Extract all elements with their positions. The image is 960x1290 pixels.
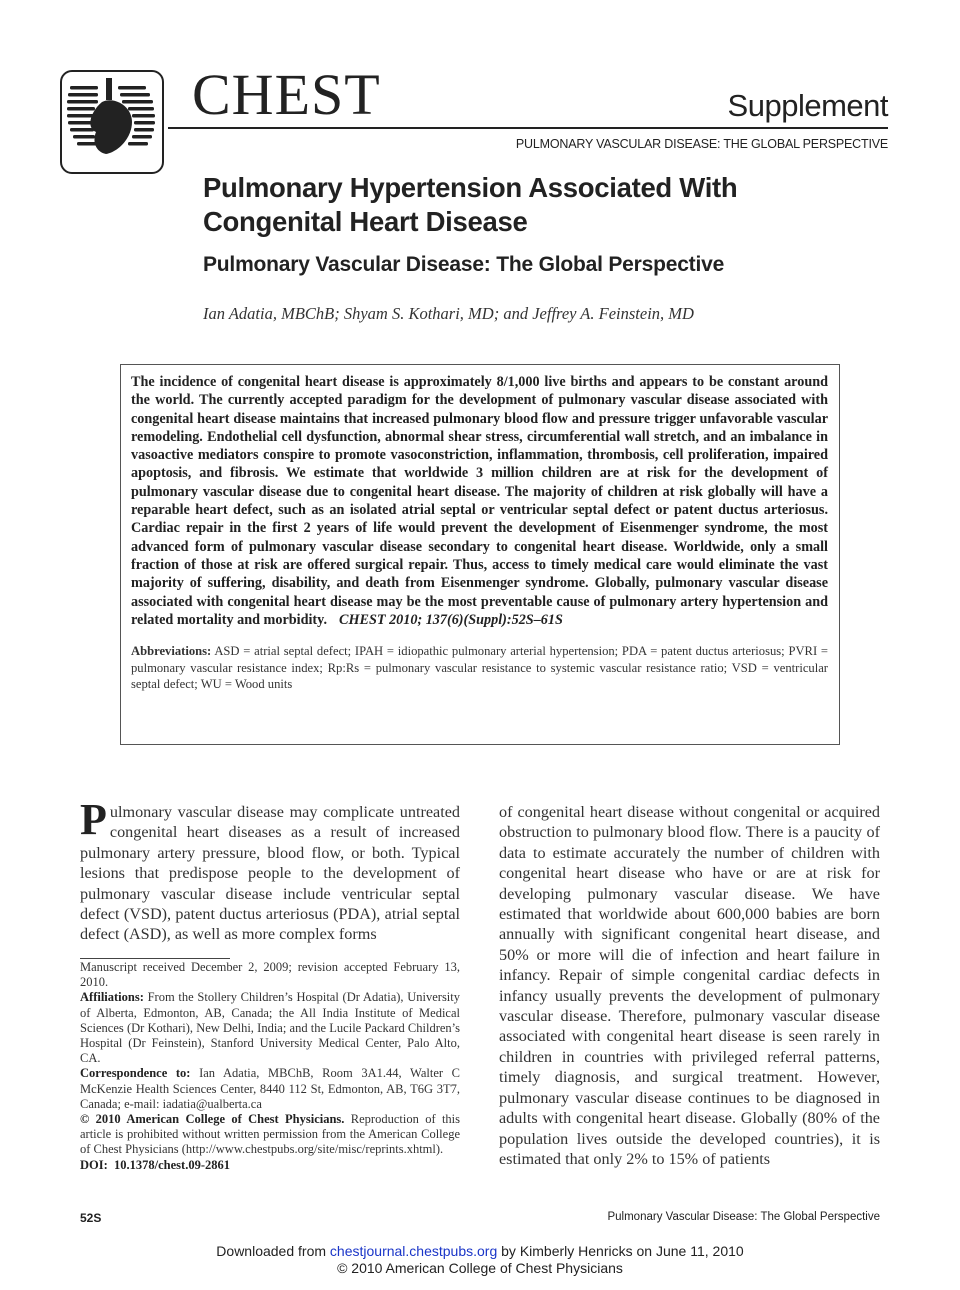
affiliations-label: Affiliations: [80,990,144,1005]
download-source-link[interactable]: chestjournal.chestpubs.org [329,1243,498,1259]
journal-name: CHEST [192,62,381,127]
supplement-label: Supplement [727,88,888,123]
drop-cap: P [80,795,107,844]
article-title [203,171,883,239]
chest-journal-logo-icon [60,70,164,174]
doi-value[interactable]: 10.1378/chest.09-2861 [114,1157,230,1172]
header-rule [168,127,888,129]
footnotes [80,960,460,1173]
abbreviations-text: ASD = atrial septal defect; IPAH = idiopathic pulmonary arterial hypertension; PDA = patent ductus arteriosus; PVRI = pulmonary vascular resistance index; Rp:Rs = pulmonary vascular resistance to systemic vascular resistance ratio; VSD = ventricular septal defect; WU = Wood units [131,644,828,692]
body-column-right: of congenital heart disease without congenital or acquired obstruction to pulmonary blood flow. There is a paucity of data to estimate accurately the number of children with congenital heart disease who have or are at risk for developing pulmonary vascular disease. We have estimated that worldwide about 600,000 babies are born annually with significant congenital heart disease, and 50% or more will die of infection and heart failure in infancy. Repair of simple congenital cardiac defects in infancy usually prevents the development of pulmonary vascular disease. Therefore, pulmonary vascular disease associated with congenital heart disease is seen rarely in children in countries with privileged referral patterns, timely diagnosis, and surgical treatment. However, pulmonary vascular disease continues to be diagnosed in adults with congenital heart disease. Globally (80% of the population lives outside the developed countries), it is estimated that only 2% to 15% of patients [499,803,880,1168]
page-number: 52S [80,1211,102,1225]
article-title-line-2: Congenital Heart Disease [203,206,528,237]
copyright-notice [80,1112,460,1158]
abbreviations [131,643,828,693]
section-label: PULMONARY VASCULAR DISEASE: THE GLOBAL PERSPECTIVE [515,137,888,151]
correspondence [80,1066,460,1112]
download-prefix: Downloaded from [216,1243,327,1259]
running-footer-title: Pulmonary Vascular Disease: The Global Perspective [607,1211,880,1223]
body-left-text: ulmonary vascular disease may complicate untreated congenital heart diseases as a result of increased pulmonary artery pressure, blood flow, or both. Typical lesions that predispose people to the development of pulmonary vascular disease include ventricular septal defect (VSD), patent ductus arteriosus (PDA), atrial septal defect (ASD), as well as more complex forms [80,803,460,944]
correspondence-label: Correspondence to: [80,1066,191,1081]
abbreviations-label: Abbreviations: [131,644,212,659]
affiliations [80,990,460,1066]
affiliations-text: From the Stollery Children’s Hospital (Dr Adatia), University of Alberta, Edmonton, AB, Canada; the All India Institute of Medical Sciences (Dr Kothari), New Delhi, India; and the Lucile Packard Children’s Hospital (Dr Feinstein), Stanford University Medical Center, Palo Alto, CA. [80,990,461,1066]
abstract-citation: CHEST 2010; 137(6)(Suppl):52S–61S [339,611,563,628]
copyright-label: © 2010 American College of Chest Physicians. [80,1112,345,1127]
abstract-box [120,364,840,745]
abstract-paragraph [131,373,828,629]
doi [80,1158,460,1173]
copyright-text: Reproduction of this article is prohibited without written permission from the American College of Chest Physicians (http://www.chestpubs.org/site/misc/reprints.xhtml). [80,1112,461,1157]
download-line [0,1243,960,1260]
article-title-line-1: Pulmonary Hypertension Associated With [203,172,738,203]
footnote-rule [80,958,230,959]
correspondence-text: Ian Adatia, MBChB, Room 3A1.44, Walter C McKenzie Health Sciences Center, 8440 112 St, Edmonton, AB, T6G 3T7, Canada; e-mail: iadatia@ualberta.ca [80,1066,460,1111]
body-column-left [80,795,460,945]
article-subtitle: Pulmonary Vascular Disease: The Global Perspective [203,253,725,276]
footer-copyright: © 2010 American College of Chest Physicians [337,1260,623,1276]
abstract-text: The incidence of congenital heart disease is approximately 8/1,000 live births and appears to be constant around the world. The currently accepted paradigm for the development of pulmonary vascular disease associated with congenital heart disease maintains that increased pulmonary blood flow and pressure trigger unfavorable vascular remodeling. Endothelial cell dysfunction, abnormal shear stress, circumferential wall stretch, and an imbalance in vasoactive mediators conspire to promote vasoconstriction, inflammation, thrombosis, cell proliferation, impaired apoptosis, and fibrosis. We estimate that worldwide 3 million children are at risk for the development of pulmonary vascular disease due to congenital heart disease. The majority of children at risk globally will have a reparable heart defect, such as an isolated atrial septal or ventricular septal defect or patent ductus arteriosus. Cardiac repair in the first 2 years of life would prevent the development of Eisenmenger syndrome, the most advanced form of pulmonary vascular disease secondary to congenital heart disease. Worldwide, only a small fraction of those at risk are offered surgical repair. Thus, access to timely medical care would eliminate the vast majority of suffering, disability, and death from Eisenmenger syndrome. Globally, pulmonary vascular disease associated with congenital heart disease may be the most preventable cause of pulmonary artery hypertension and related mortality and morbidity. [131,374,828,628]
author-list: Ian Adatia, MBChB; Shyam S. Kothari, MD; and Jeffrey A. Feinstein, MD [203,304,694,323]
chest-logo-graphic [62,72,162,172]
download-notice [0,1243,960,1277]
download-suffix: by Kimberly Henricks on June 11, 2010 [501,1243,744,1259]
manuscript-dates: Manuscript received December 2, 2009; revision accepted February 13, 2010. [80,960,460,990]
doi-label: DOI: [80,1157,108,1172]
